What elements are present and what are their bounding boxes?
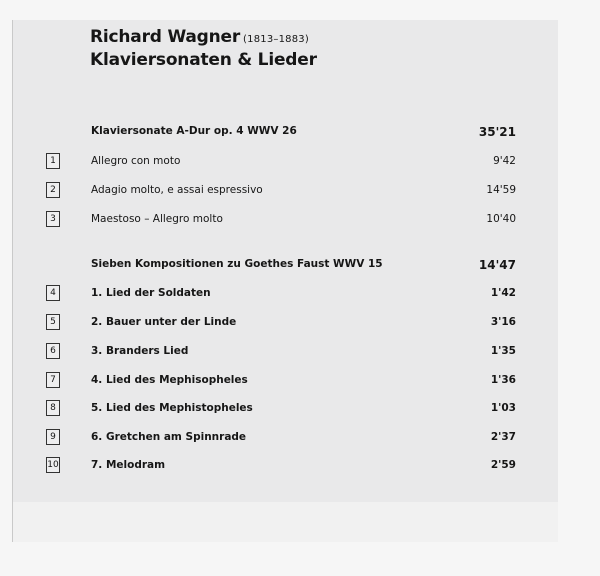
track-title: 2. Bauer unter der Linde	[91, 316, 237, 328]
track-duration: 1'35	[490, 345, 516, 357]
track-duration: 9'42	[493, 155, 516, 167]
track-number: 8	[46, 400, 60, 416]
track-number: 3	[46, 211, 60, 227]
work-total-duration: 35'21	[478, 125, 516, 139]
track-duration: 2'59	[490, 459, 516, 471]
track-duration: 1'42	[490, 287, 516, 299]
track-title: 6. Gretchen am Spinnrade	[91, 431, 247, 443]
track-title: 1. Lied der Soldaten	[91, 287, 211, 299]
track-title: Adagio molto, e assai espressivo	[91, 184, 263, 196]
track-row[interactable]	[46, 428, 516, 446]
work-title: Klaviersonate A-Dur op. 4 WWV 26	[91, 125, 297, 137]
track-title: 3. Branders Lied	[91, 345, 189, 357]
track-title: Maestoso – Allegro molto	[91, 213, 223, 225]
track-row[interactable]	[46, 210, 516, 228]
work-total-duration: 14'47	[478, 258, 516, 272]
track-number: 10	[46, 457, 60, 473]
track-duration: 10'40	[486, 213, 516, 225]
track-number: 4	[46, 285, 60, 301]
header	[90, 27, 317, 70]
track-row[interactable]	[46, 342, 516, 360]
track-title: Allegro con moto	[91, 155, 181, 167]
track-row[interactable]	[46, 284, 516, 302]
work-heading	[91, 258, 516, 274]
track-duration: 1'03	[490, 402, 516, 414]
track-number: 5	[46, 314, 60, 330]
track-title: 4. Lied des Mephisopheles	[91, 374, 248, 386]
track-row[interactable]	[46, 181, 516, 199]
track-number: 7	[46, 372, 60, 388]
track-number: 6	[46, 343, 60, 359]
composer-name: Richard Wagner	[90, 27, 241, 47]
track-title: 5. Lied des Mephistopheles	[91, 402, 253, 414]
track-row[interactable]	[46, 399, 516, 417]
album-title: Klaviersonaten & Lieder	[90, 50, 317, 70]
track-row[interactable]	[46, 313, 516, 331]
composer-dates: (1813–1883)	[243, 34, 309, 45]
work-heading	[91, 125, 516, 141]
track-row[interactable]	[46, 456, 516, 474]
track-number: 9	[46, 429, 60, 445]
track-duration: 3'16	[490, 316, 516, 328]
track-row[interactable]	[46, 152, 516, 170]
track-row[interactable]	[46, 371, 516, 389]
track-title: 7. Melodram	[91, 459, 166, 471]
track-number: 1	[46, 153, 60, 169]
track-number: 2	[46, 182, 60, 198]
track-duration: 1'36	[490, 374, 516, 386]
work-title: Sieben Kompositionen zu Goethes Faust WWV 15	[91, 258, 383, 270]
composer-line	[90, 27, 317, 47]
track-duration: 2'37	[490, 431, 516, 443]
track-duration: 14'59	[486, 184, 516, 196]
